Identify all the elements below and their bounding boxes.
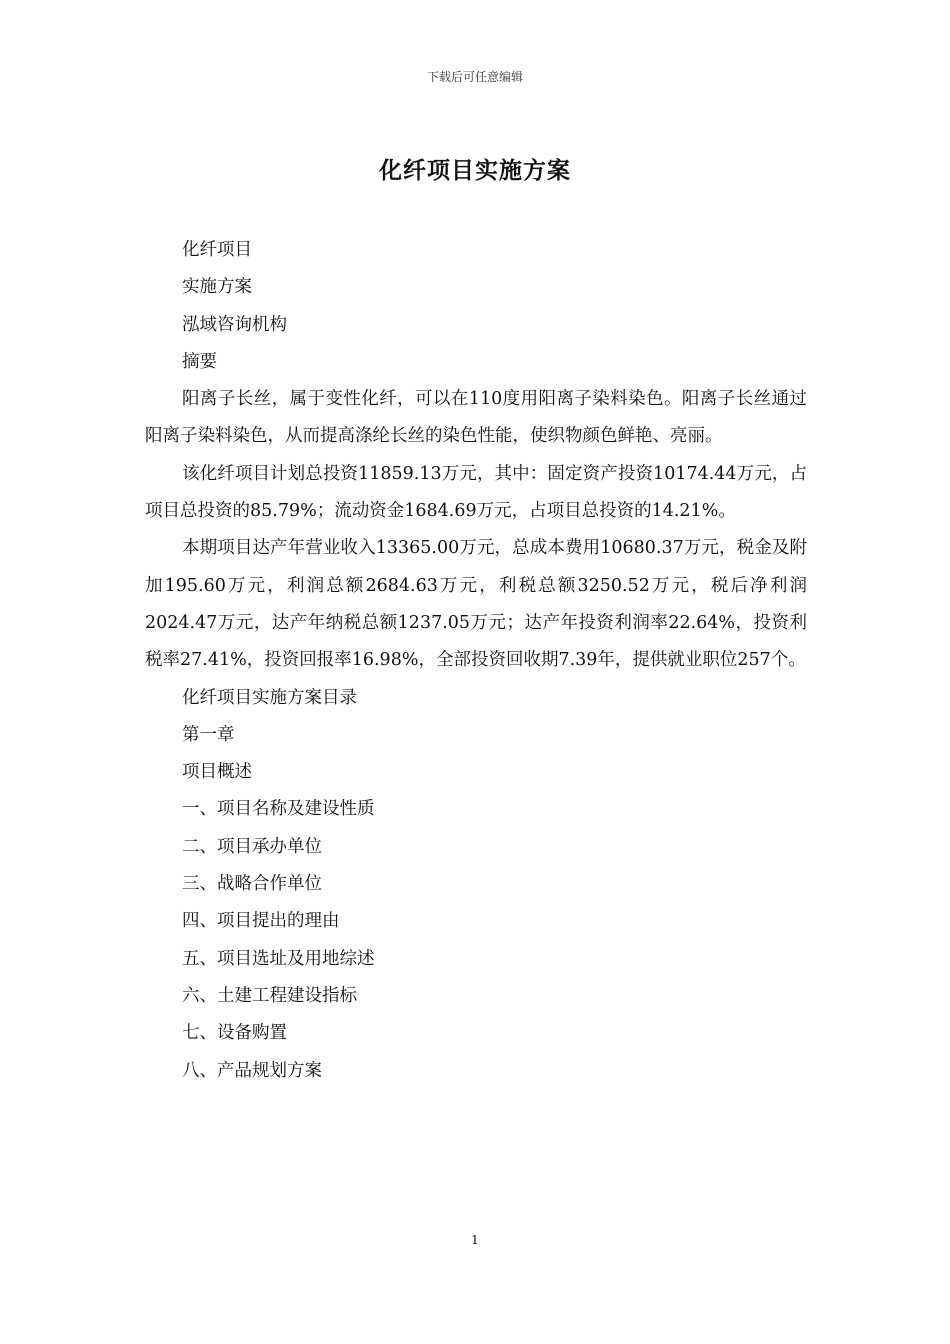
document-body xyxy=(145,232,807,1090)
page-number: 1 xyxy=(471,1233,479,1247)
toc-item: 四、项目提出的理由 xyxy=(182,911,340,932)
toc-item: 三、战略合作单位 xyxy=(182,874,322,895)
toc-heading: 化纤项目实施方案目录 xyxy=(182,687,357,708)
toc-item: 八、产品规划方案 xyxy=(182,1060,322,1081)
toc-item: 五、项目选址及用地综述 xyxy=(182,948,375,969)
toc-chapter: 第一章 xyxy=(182,724,235,745)
toc-item: 七、设备购置 xyxy=(182,1023,287,1044)
document-title: 化纤项目实施方案 xyxy=(379,157,571,184)
cover-line-agency: 泓域咨询机构 xyxy=(182,314,287,335)
investment-paragraph: 该化纤项目计划总投资11859.13万元，其中：固定资产投资10174.44万元，占项目总投资的85.79%；流动资金1684.69万元，占项目总投资的14.21%。 xyxy=(145,463,807,522)
toc-item: 一、项目名称及建设性质 xyxy=(182,799,375,820)
toc-item: 六、土建工程建设指标 xyxy=(182,985,357,1006)
financials-paragraph: 本期项目达产年营业收入13365.00万元，总成本费用10680.37万元，税金及附加195.60万元，利润总额2684.63万元，利税总额3250.52万元，税后净利润2024.47万元，达产年纳税总额1237.05万元；达产年投资利润率22.64%，投资利税率27.41%，投资回报率16.98%，全部投资回收期7.39年，提供就业职位257个。 xyxy=(145,538,807,671)
page-header: 下载后可任意编辑 xyxy=(426,70,523,84)
cover-line-plan: 实施方案 xyxy=(182,277,252,298)
toc-item: 二、项目承办单位 xyxy=(182,836,322,857)
cover-line-project: 化纤项目 xyxy=(182,240,252,260)
abstract-paragraph: 阳离子长丝，属于变性化纤，可以在110度用阳离子染料染色。阳离子长丝通过阳离子染料染色，从而提高涤纶长丝的染色性能，使织物颜色鲜艳、亮丽。 xyxy=(145,389,807,447)
toc-chapter-title: 项目概述 xyxy=(182,762,252,783)
abstract-heading: 摘要 xyxy=(182,351,217,372)
